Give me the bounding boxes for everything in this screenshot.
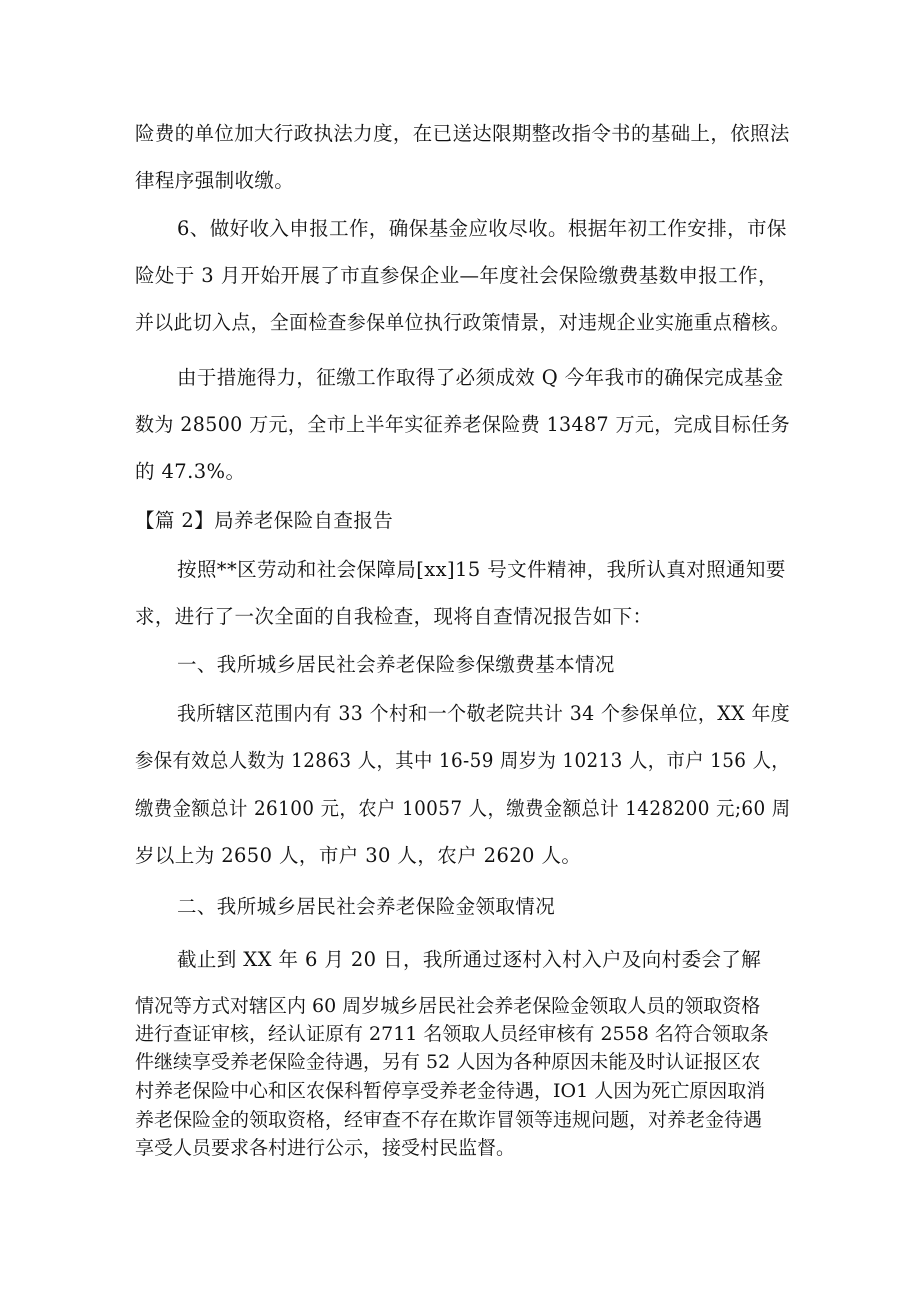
- subsection-heading: 二、我所城乡居民社会养老保险金领取情况: [177, 895, 556, 918]
- subsection-heading: 一、我所城乡居民社会养老保险参保缴费基本情况: [177, 653, 615, 676]
- paragraph-line: 由于措施得力，征缴工作取得了必须成效 Q 今年我市的确保完成基金: [177, 366, 784, 389]
- paragraph-line: 按照**区劳动和社会保障局[xx]15 号文件精神，我所认真对照通知要: [177, 558, 786, 581]
- paragraph-line: 险处于 3 月开始开展了市直参保企业—年度社会保险缴费基数申报工作，: [135, 264, 778, 287]
- paragraph-line: 律程序强制收缴。: [135, 169, 295, 192]
- paragraph-line: 6、做好收入申报工作，确保基金应收尽收。根据年初工作安排，市保: [177, 217, 787, 240]
- paragraph-line: 我所辖区范围内有 33 个村和一个敬老院共计 34 个参保单位，XX 年度: [177, 702, 791, 725]
- paragraph-line: 件继续享受养老保险金待遇，另有 52 人因为各种原因未能及时认证报区农: [135, 1051, 761, 1073]
- paragraph-line: 的 47.3%。: [135, 460, 246, 483]
- paragraph-line: 村养老保险中心和区农保科暂停享受养老金待遇，IO1 人因为死亡原因取消: [135, 1080, 766, 1102]
- paragraph-line: 岁以上为 2650 人，市户 30 人，农户 2620 人。: [135, 844, 582, 867]
- paragraph-line: 险费的单位加大行政执法力度，在已送达限期整改指令书的基础上，依照法: [135, 122, 790, 145]
- paragraph-line: 进行查证审核，经认证原有 2711 名领取人员经审核有 2558 名符合领取条: [135, 1023, 769, 1045]
- paragraph-line: 数为 28500 万元，全市上半年实征养老保险费 13487 万元，完成目标任务: [135, 413, 791, 436]
- section-heading: 【篇 2】局养老保险自查报告: [135, 509, 394, 532]
- paragraph-line: 参保有效总人数为 12863 人，其中 16-59 周岁为 10213 人，市户 156 人，: [135, 749, 791, 772]
- paragraph-line: 养老保险金的领取资格，经审查不存在欺诈冒领等违规问题，对养老金待遇: [135, 1109, 763, 1131]
- paragraph-line: 并以此切入点，全面检查参保单位执行政策情景，对违规企业实施重点稽核。: [135, 311, 790, 334]
- paragraph-line: 享受人员要求各村进行公示，接受村民监督。: [135, 1137, 516, 1159]
- paragraph-line: 情况等方式对辖区内 60 周岁城乡居民社会养老保险金领取人员的领取资格: [135, 995, 761, 1017]
- paragraph-line: 缴费金额总计 26100 元，农户 10057 人，缴费金额总计 1428200 元;60 周: [135, 797, 791, 820]
- paragraph-line: 求，进行了一次全面的自我检查，现将自查情况报告如下：: [135, 605, 653, 628]
- paragraph-line: 截止到 XX 年 6 月 20 日，我所通过逐村入村入户及向村委会了解: [177, 948, 762, 971]
